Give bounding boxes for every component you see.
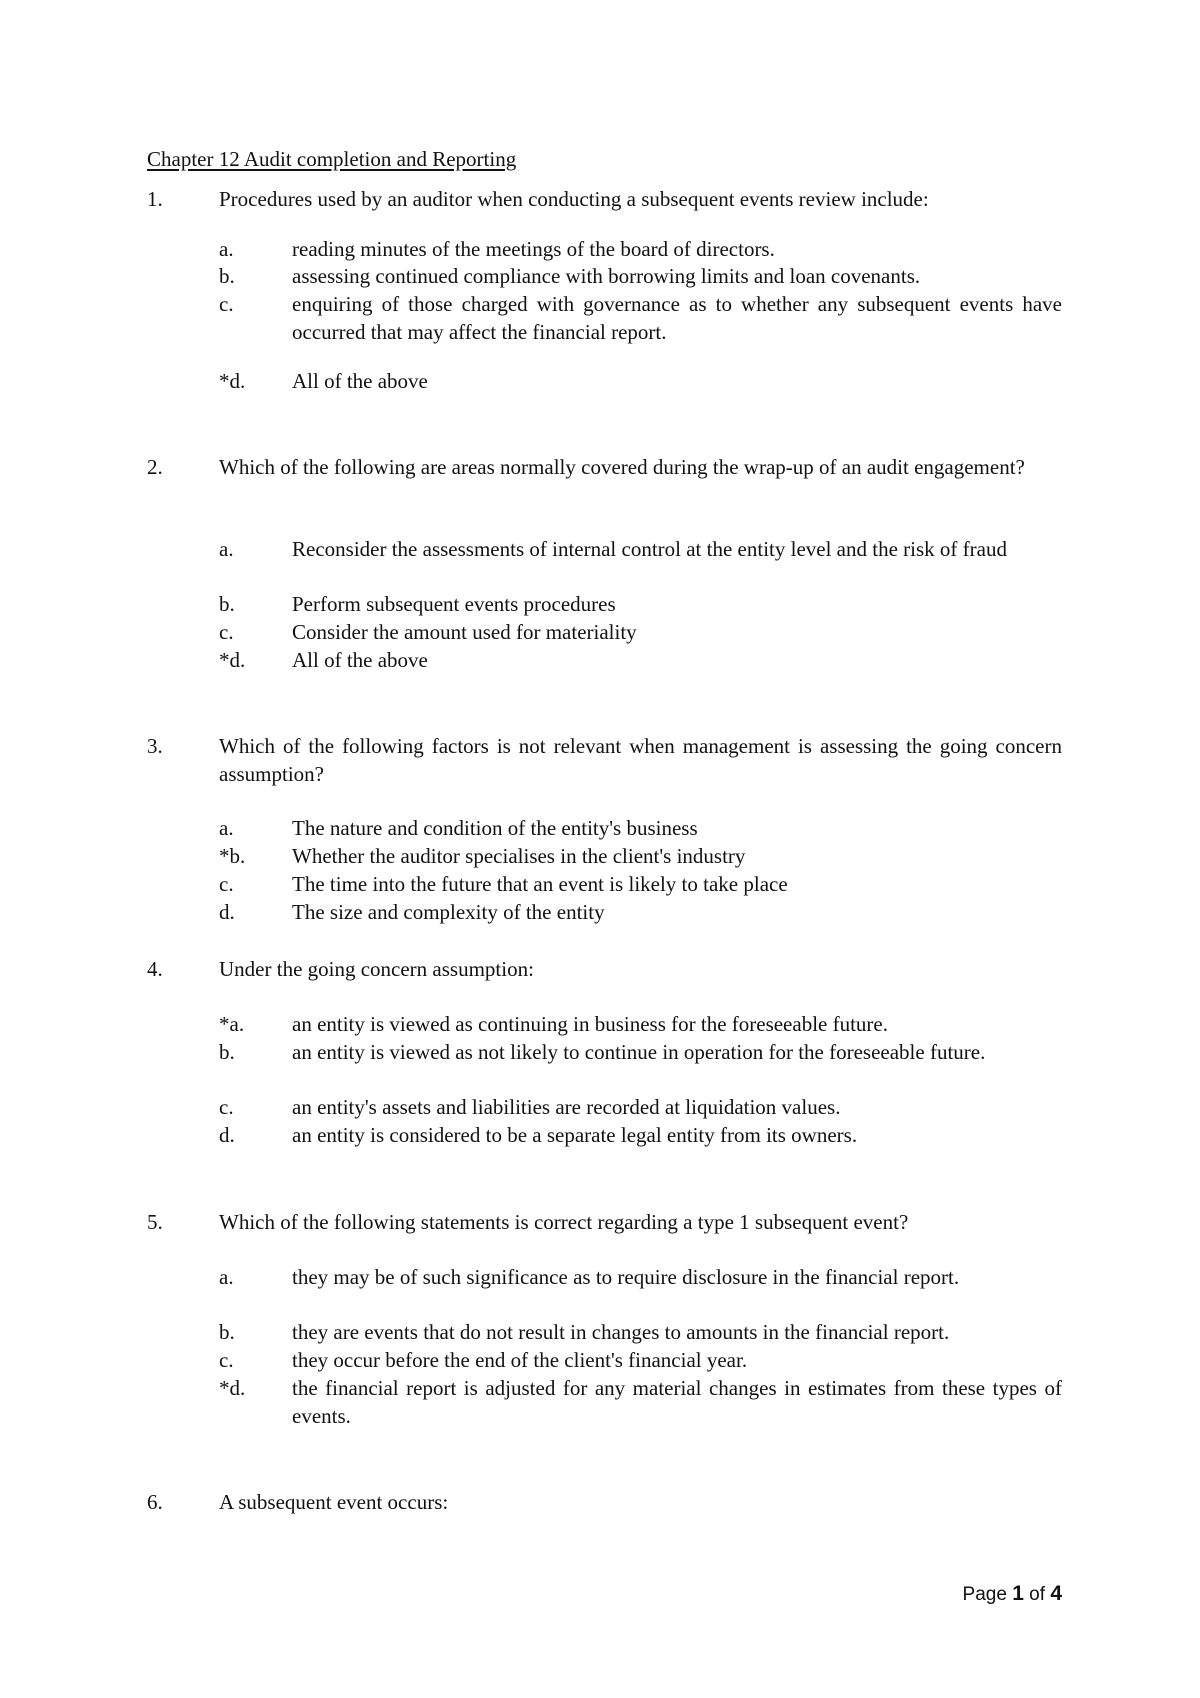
- option-text: Reconsider the assessments of internal control at the entity level and the risk of fraud: [292, 537, 1007, 561]
- option-letter: c.: [219, 620, 234, 644]
- option-text: The size and complexity of the entity: [292, 900, 605, 924]
- option-text: All of the above: [292, 648, 428, 672]
- option-text: Perform subsequent events procedures: [292, 592, 616, 616]
- page-number: 1: [1012, 1582, 1024, 1605]
- option-text: reading minutes of the meetings of the board of directors.: [292, 237, 775, 261]
- of-label: of: [1029, 1584, 1046, 1605]
- option-letter: c.: [219, 872, 234, 896]
- option-text: The time into the future that an event is likely to take place: [292, 872, 788, 896]
- option-letter: b.: [219, 1320, 235, 1344]
- option-letter: a.: [219, 816, 234, 840]
- option-text: an entity is viewed as not likely to continue in operation for the foreseeable future.: [292, 1040, 986, 1064]
- option-text: they may be of such significance as to require disclosure in the financial report.: [292, 1265, 960, 1289]
- option-letter: *d.: [219, 648, 246, 672]
- option-letter: d.: [219, 1123, 235, 1147]
- option-text: they occur before the end of the client's financial year.: [292, 1348, 748, 1372]
- page-footer: [963, 1582, 1062, 1606]
- question-number: 5.: [147, 1210, 163, 1234]
- option-text: an entity is considered to be a separate legal entity from its owners.: [292, 1123, 858, 1147]
- option-letter: a.: [219, 1265, 234, 1289]
- chapter-title: Chapter 12 Audit completion and Reporting: [147, 147, 517, 171]
- question-number: 2.: [147, 455, 163, 479]
- question-text: Which of the following are areas normally covered during the wrap-up of an audit engagement?: [219, 455, 1025, 479]
- option-letter: b.: [219, 264, 235, 288]
- option-letter: b.: [219, 592, 235, 616]
- option-letter: *a.: [219, 1012, 245, 1036]
- option-text: assessing continued compliance with borrowing limits and loan covenants.: [292, 264, 921, 288]
- option-letter: c.: [219, 292, 234, 316]
- question-text: A subsequent event occurs:: [219, 1490, 449, 1514]
- option-text: they are events that do not result in changes to amounts in the financial report.: [292, 1320, 950, 1344]
- option-letter: *d.: [219, 369, 246, 393]
- question-number: 6.: [147, 1490, 163, 1514]
- option-letter: c.: [219, 1095, 234, 1119]
- page-label: Page: [962, 1584, 1007, 1605]
- option-text: enquiring of those charged with governance as to whether any subsequent events have occurred that may affect the financial report.: [292, 292, 1062, 344]
- option-letter: a.: [219, 537, 234, 561]
- question-text: Procedures used by an auditor when conducting a subsequent events review include:: [219, 187, 929, 211]
- option-letter: b.: [219, 1040, 235, 1064]
- option-text: an entity's assets and liabilities are recorded at liquidation values.: [292, 1095, 841, 1119]
- page-total: 4: [1050, 1582, 1062, 1605]
- question-text: Which of the following statements is correct regarding a type 1 subsequent event?: [219, 1210, 909, 1234]
- option-letter: d.: [219, 900, 235, 924]
- option-text: an entity is viewed as continuing in business for the foreseeable future.: [292, 1012, 888, 1036]
- option-text: Whether the auditor specialises in the client's industry: [292, 844, 746, 868]
- option-text: The nature and condition of the entity's business: [292, 816, 698, 840]
- option-text: the financial report is adjusted for any material changes in estimates from these types of events.: [292, 1376, 1062, 1428]
- option-letter: *b.: [219, 844, 246, 868]
- option-letter: *d.: [219, 1376, 246, 1400]
- question-number: 1.: [147, 187, 163, 211]
- option-letter: c.: [219, 1348, 234, 1372]
- option-text: Consider the amount used for materiality: [292, 620, 637, 644]
- question-number: 4.: [147, 957, 163, 981]
- question-number: 3.: [147, 734, 163, 758]
- option-text: All of the above: [292, 369, 428, 393]
- question-text: Which of the following factors is not relevant when management is assessing the going concern assumption?: [219, 734, 1062, 786]
- option-letter: a.: [219, 237, 234, 261]
- question-text: Under the going concern assumption:: [219, 957, 534, 981]
